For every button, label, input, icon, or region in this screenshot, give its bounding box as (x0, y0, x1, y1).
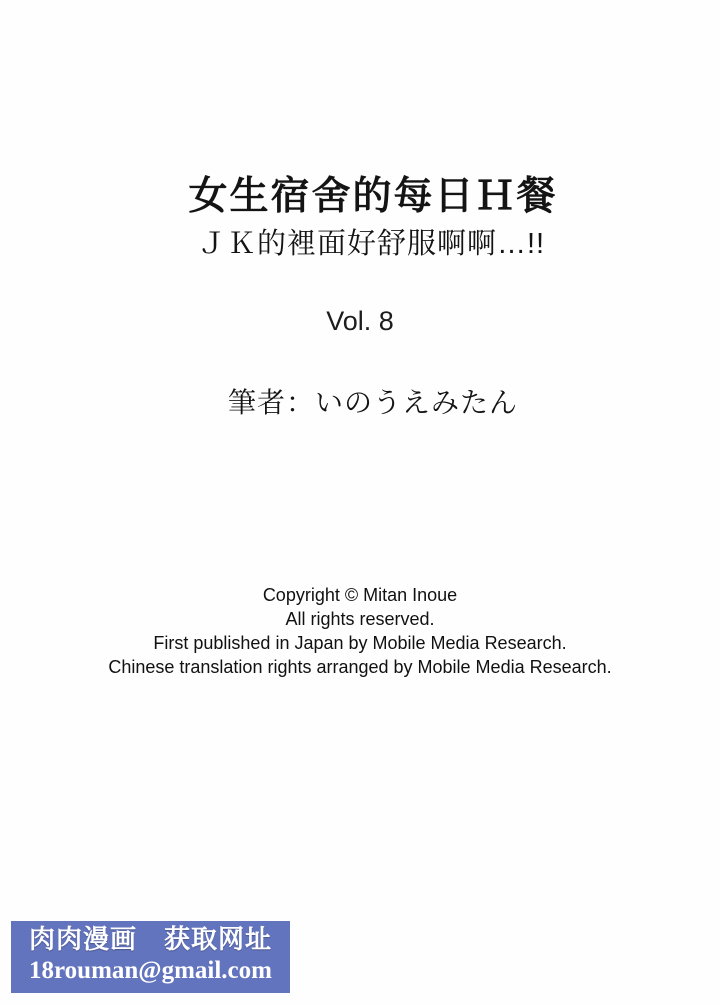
copyright-line: All rights reserved. (285, 609, 435, 629)
author-credit: 筆者：いのうえみたん (227, 387, 518, 418)
copyright-line: Copyright © Mitan Inoue (262, 585, 458, 605)
copyright-line: First published in Japan by Mobile Media Research. (153, 633, 567, 653)
copyright-line: Chinese translation rights arranged by Mobile Media Research. (108, 657, 612, 677)
watermark-email: 18rouman@gmail.com (29, 957, 272, 984)
chapter-subtitle: ＪＫ的裡面好舒服啊啊…!! (196, 228, 546, 260)
watermark-site-name: 肉肉漫画 获取网址 (28, 924, 272, 954)
copyright-block (0, 583, 720, 679)
series-title: 女生宿舍的每日Ｈ餐 (188, 175, 558, 218)
translator-watermark (11, 921, 290, 993)
volume-number: Vol. 8 (326, 306, 394, 336)
